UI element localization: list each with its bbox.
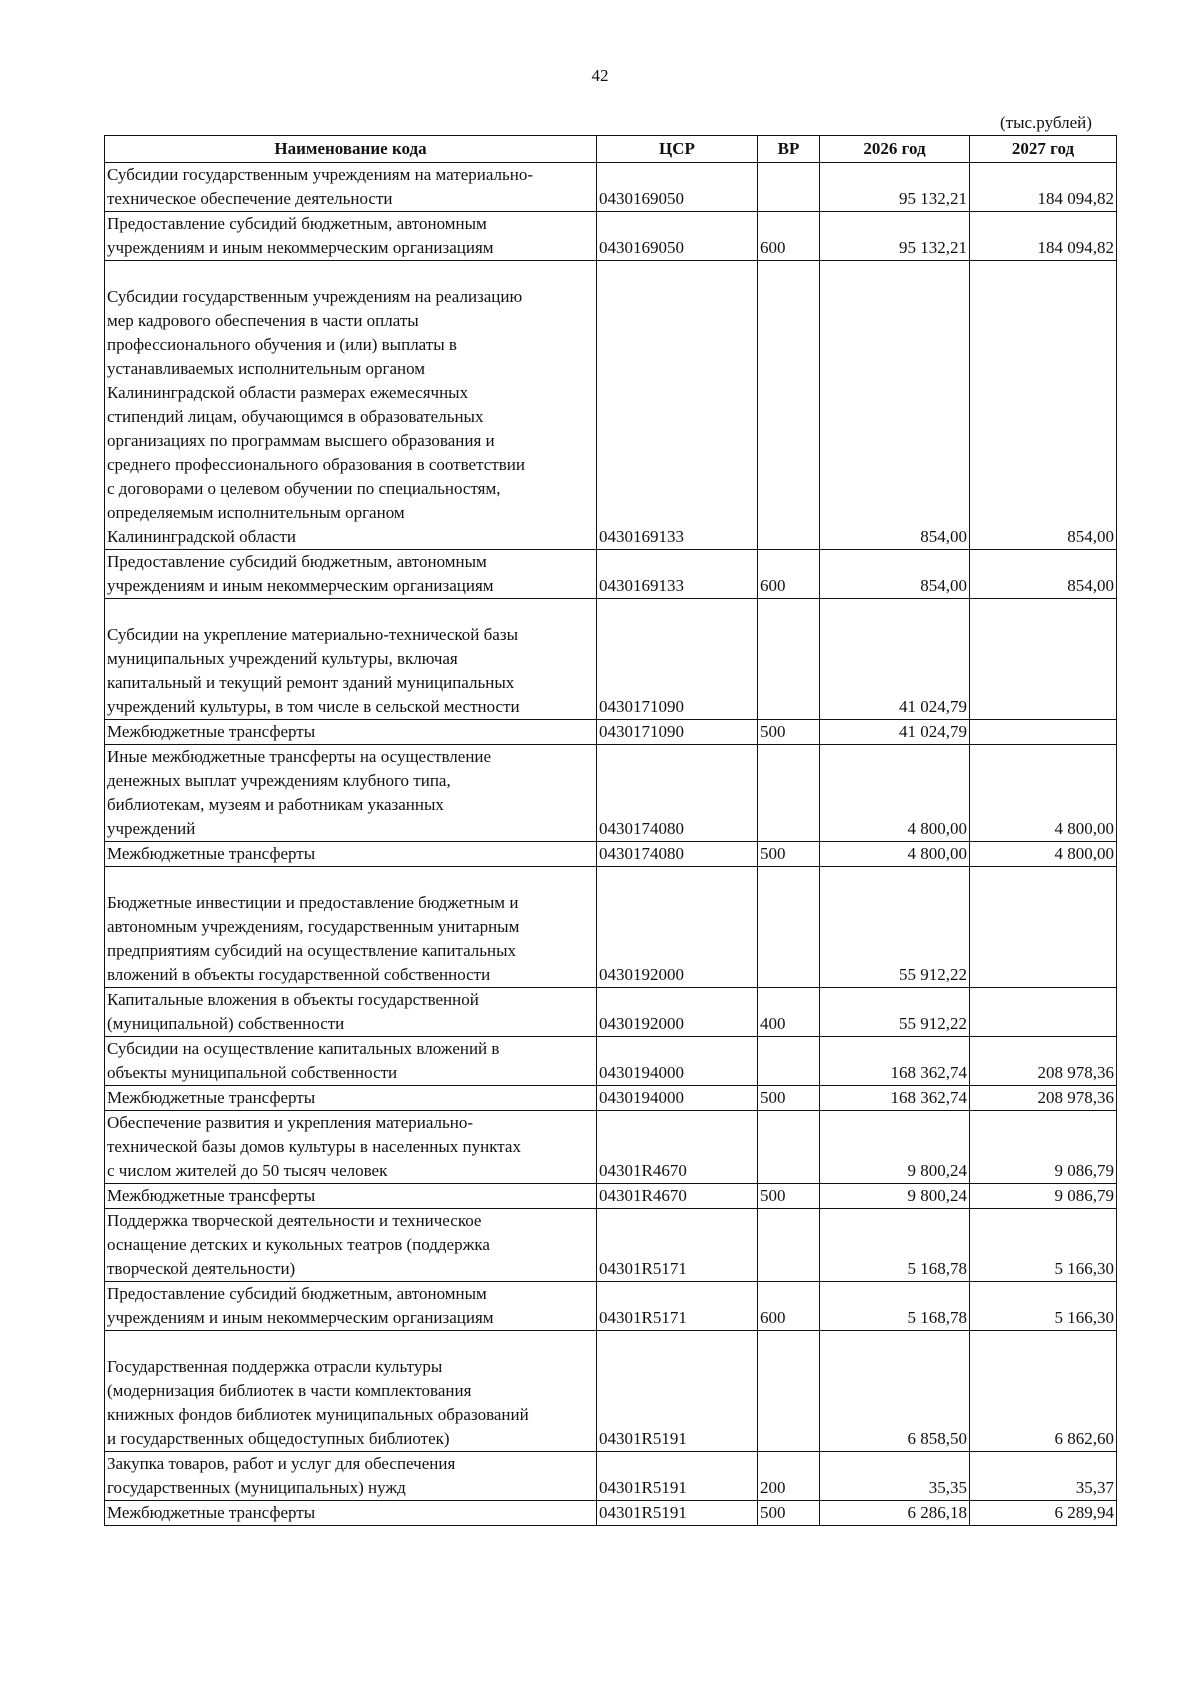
row-vr: 500 xyxy=(758,842,820,867)
table-row xyxy=(105,720,1117,745)
table-row xyxy=(105,1111,1117,1184)
row-value-2026: 854,00 xyxy=(820,550,970,599)
row-csr: 04301R4670 xyxy=(597,1111,758,1184)
row-name: Межбюджетные трансферты xyxy=(105,1086,597,1111)
row-value-2026: 35,35 xyxy=(820,1452,970,1501)
header-2027: 2027 год xyxy=(970,136,1117,163)
row-name: Бюджетные инвестиции и предоставление бюджетным и автономным учреждениям, государственным унитарным предприятиям субсидий на осуществление капитальных вложений в объекты государственной собственности xyxy=(105,867,597,988)
row-name: Поддержка творческой деятельности и техническое оснащение детских и кукольных театров (поддержка творческой деятельности) xyxy=(105,1209,597,1282)
row-vr xyxy=(758,261,820,550)
row-vr: 500 xyxy=(758,1501,820,1526)
row-vr: 500 xyxy=(758,720,820,745)
row-vr xyxy=(758,745,820,842)
row-name: Обеспечение развития и укрепления материально- технической базы домов культуры в населенных пунктах с числом жителей до 50 тысяч человек xyxy=(105,1111,597,1184)
row-csr: 04301R5191 xyxy=(597,1331,758,1452)
row-value-2026: 95 132,21 xyxy=(820,212,970,261)
row-value-2027: 6 289,94 xyxy=(970,1501,1117,1526)
row-value-2026: 5 168,78 xyxy=(820,1209,970,1282)
row-value-2027: 208 978,36 xyxy=(970,1086,1117,1111)
row-value-2026: 9 800,24 xyxy=(820,1184,970,1209)
row-vr: 500 xyxy=(758,1086,820,1111)
row-name: Субсидии на осуществление капитальных вложений в объекты муниципальной собственности xyxy=(105,1037,597,1086)
row-vr: 600 xyxy=(758,550,820,599)
row-value-2027 xyxy=(970,867,1117,988)
row-value-2027: 5 166,30 xyxy=(970,1282,1117,1331)
table-row xyxy=(105,867,1117,988)
row-value-2026: 55 912,22 xyxy=(820,988,970,1037)
row-vr: 400 xyxy=(758,988,820,1037)
row-name: Субсидии государственным учреждениям на реализацию мер кадрового обеспечения в части оплаты профессионального обучения и (или) выплаты в устанавливаемых исполнительным органом Калининградской области размерах ежемесячных стипендий лицам, обучающимся в образовательных организациях по программам высшего образования и среднего профессионального образования в соответствии с договорами о целевом обучении по специальностям, определяемым исполнительным органом Калининградской области xyxy=(105,261,597,550)
row-csr: 04301R4670 xyxy=(597,1184,758,1209)
row-value-2027: 4 800,00 xyxy=(970,842,1117,867)
table-row xyxy=(105,745,1117,842)
table-row xyxy=(105,599,1117,720)
row-name: Субсидии государственным учреждениям на материально- техническое обеспечение деятельности xyxy=(105,163,597,212)
row-name: Капитальные вложения в объекты государственной (муниципальной) собственности xyxy=(105,988,597,1037)
row-name: Межбюджетные трансферты xyxy=(105,842,597,867)
row-name: Предоставление субсидий бюджетным, автономным учреждениям и иным некоммерческим организациям xyxy=(105,550,597,599)
row-csr: 0430171090 xyxy=(597,599,758,720)
row-csr: 0430192000 xyxy=(597,988,758,1037)
row-vr xyxy=(758,163,820,212)
row-value-2027 xyxy=(970,720,1117,745)
row-csr: 04301R5171 xyxy=(597,1282,758,1331)
row-name: Государственная поддержка отрасли культуры (модернизация библиотек в части комплектования книжных фондов библиотек муниципальных образований и государственных общедоступных библиотек) xyxy=(105,1331,597,1452)
row-csr: 0430174080 xyxy=(597,745,758,842)
table-row xyxy=(105,1184,1117,1209)
row-value-2027: 6 862,60 xyxy=(970,1331,1117,1452)
row-value-2027 xyxy=(970,988,1117,1037)
row-vr xyxy=(758,867,820,988)
row-value-2027 xyxy=(970,599,1117,720)
row-vr: 600 xyxy=(758,212,820,261)
row-csr: 0430169050 xyxy=(597,163,758,212)
table-row xyxy=(105,1037,1117,1086)
row-vr xyxy=(758,1331,820,1452)
row-vr xyxy=(758,1037,820,1086)
table-row xyxy=(105,1501,1117,1526)
table-header-row xyxy=(105,136,1117,163)
row-csr: 0430171090 xyxy=(597,720,758,745)
header-2026: 2026 год xyxy=(820,136,970,163)
row-name: Иные межбюджетные трансферты на осуществление денежных выплат учреждениям клубного типа, библиотекам, музеям и работникам указанных учреждений xyxy=(105,745,597,842)
row-value-2026: 4 800,00 xyxy=(820,842,970,867)
table-row xyxy=(105,550,1117,599)
row-name: Предоставление субсидий бюджетным, автономным учреждениям и иным некоммерческим организациям xyxy=(105,1282,597,1331)
table-row xyxy=(105,842,1117,867)
row-value-2027: 35,37 xyxy=(970,1452,1117,1501)
row-vr: 600 xyxy=(758,1282,820,1331)
table-row xyxy=(105,1282,1117,1331)
row-value-2027: 208 978,36 xyxy=(970,1037,1117,1086)
row-value-2027: 854,00 xyxy=(970,550,1117,599)
units-label: (тыс.рублей) xyxy=(1000,113,1092,132)
row-csr: 04301R5191 xyxy=(597,1452,758,1501)
header-vr: ВР xyxy=(758,136,820,163)
table-row xyxy=(105,163,1117,212)
row-value-2026: 854,00 xyxy=(820,261,970,550)
row-value-2027: 4 800,00 xyxy=(970,745,1117,842)
row-csr: 0430194000 xyxy=(597,1086,758,1111)
row-value-2026: 168 362,74 xyxy=(820,1086,970,1111)
table-body xyxy=(105,163,1117,1526)
table-row xyxy=(105,1331,1117,1452)
row-value-2027: 854,00 xyxy=(970,261,1117,550)
row-csr: 0430192000 xyxy=(597,867,758,988)
header-csr: ЦСР xyxy=(597,136,758,163)
table-row xyxy=(105,1086,1117,1111)
row-value-2026: 41 024,79 xyxy=(820,599,970,720)
row-name: Межбюджетные трансферты xyxy=(105,1184,597,1209)
row-name: Предоставление субсидий бюджетным, автономным учреждениям и иным некоммерческим организациям xyxy=(105,212,597,261)
row-csr: 0430169133 xyxy=(597,550,758,599)
row-vr xyxy=(758,599,820,720)
row-value-2027: 9 086,79 xyxy=(970,1184,1117,1209)
row-vr: 200 xyxy=(758,1452,820,1501)
row-value-2027: 184 094,82 xyxy=(970,212,1117,261)
row-csr: 04301R5191 xyxy=(597,1501,758,1526)
row-value-2027: 9 086,79 xyxy=(970,1111,1117,1184)
row-value-2026: 9 800,24 xyxy=(820,1111,970,1184)
row-value-2026: 6 858,50 xyxy=(820,1331,970,1452)
row-csr: 0430169050 xyxy=(597,212,758,261)
row-value-2026: 95 132,21 xyxy=(820,163,970,212)
row-vr xyxy=(758,1209,820,1282)
row-name: Субсидии на укрепление материально-технической базы муниципальных учреждений культуры, включая капитальный и текущий ремонт зданий муниципальных учреждений культуры, в том числе в сельской местности xyxy=(105,599,597,720)
row-vr: 500 xyxy=(758,1184,820,1209)
row-value-2026: 168 362,74 xyxy=(820,1037,970,1086)
row-csr: 04301R5171 xyxy=(597,1209,758,1282)
row-vr xyxy=(758,1111,820,1184)
header-name: Наименование кода xyxy=(105,136,597,163)
row-value-2026: 4 800,00 xyxy=(820,745,970,842)
table-row xyxy=(105,1209,1117,1282)
row-csr: 0430169133 xyxy=(597,261,758,550)
table-row xyxy=(105,261,1117,550)
row-name: Межбюджетные трансферты xyxy=(105,1501,597,1526)
row-csr: 0430194000 xyxy=(597,1037,758,1086)
row-csr: 0430174080 xyxy=(597,842,758,867)
budget-table xyxy=(104,135,1117,1526)
row-name: Закупка товаров, работ и услуг для обеспечения государственных (муниципальных) нужд xyxy=(105,1452,597,1501)
table-row xyxy=(105,212,1117,261)
table-row xyxy=(105,1452,1117,1501)
table-row xyxy=(105,988,1117,1037)
row-value-2027: 5 166,30 xyxy=(970,1209,1117,1282)
row-value-2026: 55 912,22 xyxy=(820,867,970,988)
page-number: 42 xyxy=(591,66,609,85)
row-value-2026: 5 168,78 xyxy=(820,1282,970,1331)
row-value-2027: 184 094,82 xyxy=(970,163,1117,212)
row-name: Межбюджетные трансферты xyxy=(105,720,597,745)
row-value-2026: 6 286,18 xyxy=(820,1501,970,1526)
row-value-2026: 41 024,79 xyxy=(820,720,970,745)
